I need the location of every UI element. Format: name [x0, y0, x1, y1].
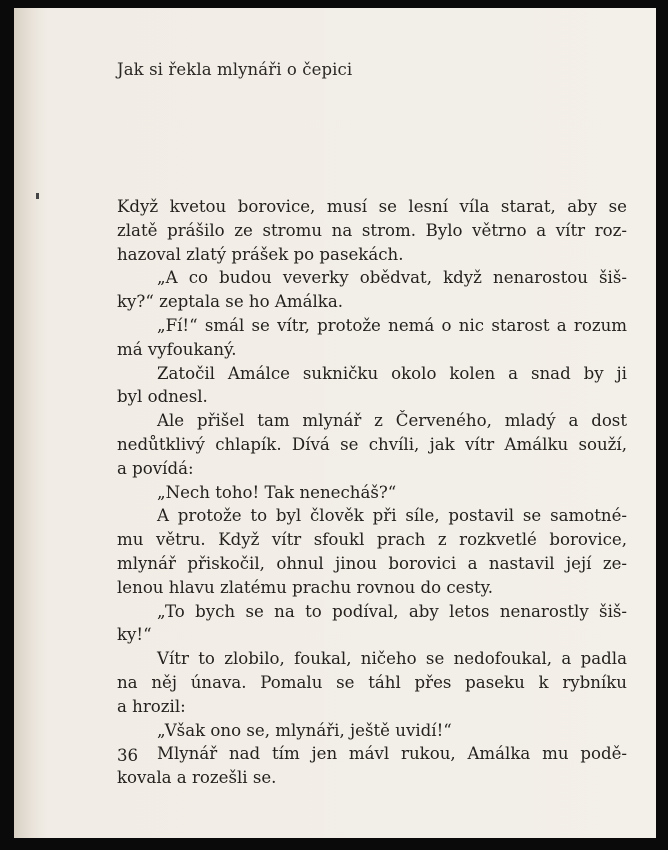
- text-line: mu větru. Když vítr sfoukl prach z rozkvetlé borovice,: [117, 530, 627, 550]
- text-line: Vítr to zlobilo, foukal, ničeho se nedofoukal, a padla: [157, 649, 627, 669]
- text-line: ky!“: [117, 625, 152, 645]
- scan-speck: [36, 193, 39, 199]
- text-line: ky?“ zeptala se ho Amálka.: [117, 292, 344, 312]
- text-line: kovala a rozešli se.: [117, 768, 277, 788]
- text-line: má vyfoukaný.: [117, 339, 237, 359]
- text-line: Zatočil Amálce sukničku okolo kolen a snad by ji: [157, 363, 627, 383]
- text-line: Ale přišel tam mlynář z Červeného, mladý a dost: [157, 411, 627, 431]
- text-line: A protože to byl člověk při síle, postavil se samotné-: [157, 506, 627, 526]
- text-line: „Nech toho! Tak nenecháš?“: [157, 482, 397, 502]
- text-line: na něj únava. Pomalu se táhl přes paseku k rybníku: [117, 672, 627, 692]
- text-line: byl odnesl.: [117, 387, 208, 407]
- text-line: „A co budou veverky obědvat, když nenarostou šiš-: [157, 268, 627, 288]
- text-line: Když kvetou borovice, musí se lesní víla starat, aby se: [117, 197, 627, 216]
- page-number: 36: [117, 746, 139, 765]
- book-page: [14, 8, 656, 838]
- text-line: „Však ono se, mlynáři, ještě uvidí!“: [157, 720, 452, 740]
- text-line: Mlynář nad tím jen mávl rukou, Amálka mu podě-: [157, 744, 627, 764]
- text-line: nedůtklivý chlapík. Dívá se chvíli, jak vítr Amálku souží,: [117, 434, 627, 454]
- text-line: lenou hlavu zlatému prachu rovnou do cesty.: [117, 577, 494, 597]
- text-line: zlatě prášilo ze stromu na strom. Bylo větrno a vítr roz-: [117, 220, 627, 240]
- text-line: „Fí!“ smál se vítr, protože nemá o nic starost a rozum: [157, 315, 627, 335]
- text-line: mlynář přiskočil, ohnul jinou borovici a nastavil její ze-: [117, 553, 627, 573]
- text-line: hazoval zlatý prášek po pasekách.: [117, 244, 404, 264]
- text-line: „To bych se na to podíval, aby letos nenarostly šiš-: [157, 601, 627, 621]
- body-text: [117, 195, 627, 790]
- text-line: a povídá:: [117, 458, 194, 478]
- chapter-title: Jak si řekla mlynáři o čepici: [117, 60, 353, 79]
- text-line: a hrozil:: [117, 696, 186, 716]
